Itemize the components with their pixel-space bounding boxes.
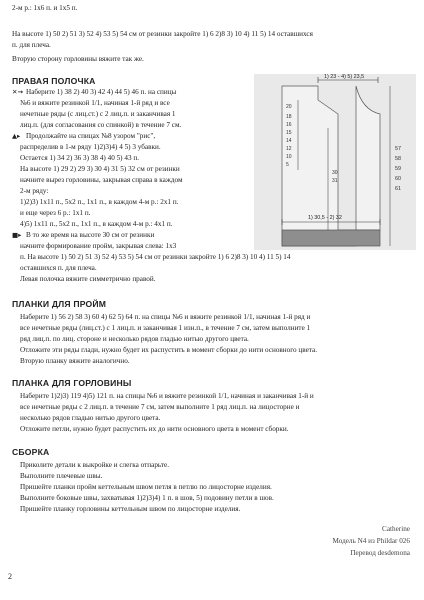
left-number: 16 (286, 122, 292, 128)
credit-model: Модель N4 из Phildar 026 (332, 537, 410, 545)
text-line: На высоте 1) 29 2) 29 3) 30 4) 31 5) 32 см от резинки (20, 165, 180, 173)
intro-line: На высоте 1) 50 2) 51 3) 52 4) 53 5) 54 см от резинки закройте 1) 6 2)8 3) 10 4) 11 5) 14 оставшихся (12, 30, 313, 38)
text-line: ✕→ Наберите 1) 38 2) 40 3) 42 4) 44 5) 46 п. на спицы (12, 88, 177, 96)
text-line: Пришейте планки пройм кеттельным швом петля в петлю по лицосторне изделия. (20, 483, 272, 491)
text-line: 1)2)3) 1х11 п., 5х2 п., 1х1 п., в каждом 4-м р.: 2х1 п. (20, 198, 179, 206)
text-line: начните вырез горловины, закрывая справа в каждом (20, 176, 183, 184)
right-number: 58 (395, 156, 401, 162)
text-line: п. На высоте 1) 50 2) 51 3) 52 4) 53 5) 54 см от резинки закройте 1) 6 2)8 3) 10 4) 11 5) 14 (20, 253, 291, 261)
left-number: 14 (286, 138, 292, 144)
pattern-diagram (248, 70, 420, 256)
intro-line: 2-м р.: 1х6 п. и 1х5 п. (12, 4, 78, 12)
left-number: 20 (286, 104, 292, 110)
text-line: все нечетные ряды (лиц.ст.) с 1 лиц.п. и заканчивая 1 изн.п., в течение 7 см, затем выполните 1 (20, 324, 311, 332)
section-title-armholes: ПЛАНКИ ДЛЯ ПРОЙМ (12, 299, 107, 309)
left-number: 12 (286, 146, 292, 152)
left-number: 10 (286, 154, 292, 160)
text-line: ▲▸ Продолжайте на спицах №8 узором "рис", (12, 132, 156, 140)
text-line: несколько рядов гладью нитью другого цвета. (20, 414, 161, 422)
text-line: 4)5) 1х11 п., 5х2 п., 1х1 п., в каждом 4-м р.: 4х1 п. (20, 220, 173, 228)
text-line: Левая полочка вяжите симметрично правой. (20, 275, 156, 283)
text-line: все нечетные ряды с 2 лиц.п. в течение 7 см, затем выполните 1 ряд лиц.п. на лицосторне и (20, 403, 300, 411)
credit-translation: Перевод desdemona (350, 549, 410, 557)
ribbing-band (282, 230, 380, 246)
text-line: Выполните боковые швы, захватывая 1)2)3)4) 1 п. в шов, 5) подовину петли в шов. (20, 494, 274, 502)
section-title-assembly: СБОРКА (12, 447, 50, 457)
right-number: 59 (395, 166, 401, 172)
text-line: распределив в 1-м ряду 1)2)3)4) 4 5) 3 убавки. (20, 143, 161, 151)
right-number: 61 (395, 186, 401, 192)
section-title-right-front: ПРАВАЯ ПОЛОЧКА (12, 76, 96, 86)
right-number: 57 (395, 146, 401, 152)
text-line: Приколите детали к выкройке и слегка отпарьте. (20, 461, 170, 469)
credit-author: Catherine (382, 525, 410, 533)
left-number: 5 (286, 162, 289, 168)
mid-number: 30 (332, 170, 338, 176)
text-line: оставшихся п. для плеча. (20, 264, 97, 272)
text-line: Остается 1) 34 2) 36 3) 38 4) 40 5) 43 п. (20, 154, 139, 162)
text-line: и еще через 6 р.: 1х1 п. (20, 209, 91, 217)
text-line: Отложите эти ряды глади, нужно будет их распустить в момент сборки до нити основного цвета. (20, 346, 318, 354)
text-line: ■▸ В то же время на высоте 30 см от резинки (12, 231, 155, 239)
text-line: Выполните плечевые швы. (20, 472, 103, 480)
mid-number: 31 (332, 178, 338, 184)
left-number: 18 (286, 114, 292, 120)
left-number: 15 (286, 130, 292, 136)
text-line: Отложите петли, нужно будет распустить их до нити основного цвета в момент сборки. (20, 425, 289, 433)
text-line: Вторую планку вяжите аналогично. (20, 357, 130, 365)
text-line: лиц.п. (для согласования со спинкой) в течение 7 см. (20, 121, 182, 129)
text-line: 2-м ряду: (20, 187, 49, 195)
text-line: Наберите 1)2)3) 119 4)5) 121 п. на спицы №6 и вяжите резинкой 1/1, начиная и заканчивая 1-й и (20, 392, 314, 400)
square-symbol: ■▸ (12, 231, 22, 239)
bottom-dimension-label: 1) 30,5 - 2) 32 (308, 215, 342, 221)
text-line: нечетные ряды (с лиц.ст.) с 2 лиц.п. и заканчивая 1 (20, 110, 176, 118)
text-line: №6 и вяжите резинкой 1/1, начиная 1-й ряд и все (20, 99, 170, 107)
intro-line: п. для плеча. (12, 41, 51, 49)
text-line: Пришейте планку горловины кеттельным швом по лицосторне изделия. (20, 505, 241, 513)
text-line: ряд лиц.п. по лиц. стороне и несколько рядов гладью нитью другого цвета. (20, 335, 249, 343)
page-number: 2 (8, 572, 12, 581)
text-line: Наберите 1) 56 2) 58 3) 60 4) 62 5) 64 п. на спицы №6 и вяжите резинкой 1/1, начиная 1-й ряд и (20, 313, 311, 321)
section-title-neckband: ПЛАНКА ДЛЯ ГОРЛОВИНЫ (12, 378, 132, 388)
intro-line: Вторую сторону горловины вяжите так же. (12, 55, 144, 63)
right-number: 60 (395, 176, 401, 182)
text-line: начните формирование пройм, закрывая слева: 1х3 (20, 242, 177, 250)
triangle-symbol: ▲▸ (12, 132, 21, 140)
cross-symbol: ✕→ (12, 88, 23, 96)
top-dimension-label: 1) 23 - 4) 5) 23,5 (324, 74, 365, 80)
